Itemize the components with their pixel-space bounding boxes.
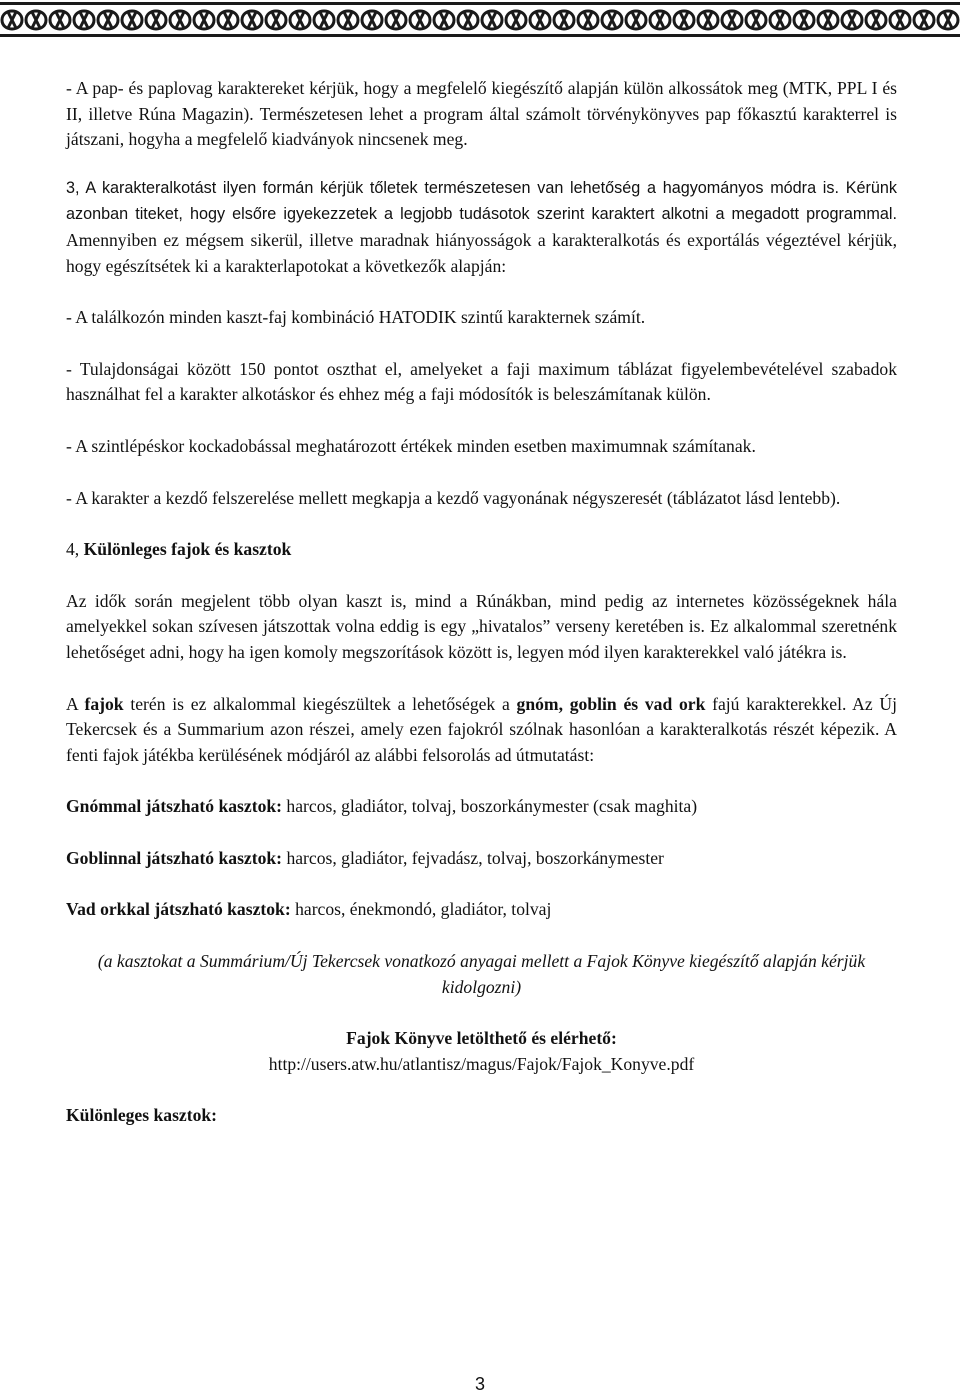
section-3-sans-text: 3, A karakteralkotást ilyen formán kérjük tőletek természetesen van lehetőség a hagyományos módra is. Kérünk azonban titeket, hogy elsőre igyekezzetek a legjobb tudásotok szerint karaktert alkotni a megadott programmal. (66, 178, 897, 224)
paragraph-races (66, 692, 897, 769)
bullet-level: - A találkozón minden kaszt-faj kombináció HATODIK szintű karakternek számít. (66, 307, 646, 328)
gnome-classes-list: harcos, gladiátor, tolvaj, boszorkánymester (csak maghita) (282, 796, 698, 817)
section-3-serif-text: Amennyiben ez mégsem sikerül, illetve maradnak hiányosságok a karakteralkotás és exportálás végeztével kérjük, hogy egészítsétek ki a karakterlapotokat a következők alapján: (66, 229, 897, 276)
document-body (66, 76, 897, 1129)
races-text-a: A (66, 693, 85, 714)
races-text-g: fajú karakterekkel. Az Új Tekercsek és a Summarium azon részei, amely ezen fajokról szólnak hasonlóan a karakteralkotás részét képezik. A fenti fajok játékba kerülésének módjáról az alábbi felsorolás ad útmutatást: (66, 693, 897, 765)
special-classes-heading: Különleges kasztok: (66, 1105, 218, 1126)
orc-classes-label: Vad orkkal játszható kasztok: (66, 899, 291, 920)
bullet-attributes: - Tulajdonságai között 150 pontot oszthat el, amelyeket a faji maximum táblázat figyelembevételével szabadok használhat fel a karakter alkotáskor és ehhez még a faji módosítók is beleszámítanak külön. (66, 358, 897, 405)
paragraph-priest-characters: - A pap- és paplovag karaktereket kérjük, hogy a megfelelő kiegészítő alapján külön alkossátok meg (MTK, PPL I és II, illetve Rúna Magazin). Természetesen lehet a program által számolt törvénykönyves pap főkasztú karakterrel is játszani, hogyha a megfelelő kiadványok nincsenek meg. (66, 78, 897, 150)
decorative-header-banner (0, 0, 960, 40)
download-url: http://users.atw.hu/atlantisz/magus/Fajok/Fajok_Konyve.pdf (268, 1053, 695, 1074)
download-title: Fajok Könyve letölthető és elérhető: (346, 1028, 617, 1049)
gnome-classes (66, 794, 897, 820)
goblin-classes-label: Goblinnal játszható kasztok: (66, 847, 283, 868)
goblin-classes (66, 846, 897, 872)
orc-classes (66, 897, 897, 923)
paragraph-special-classes-intro: Az idők során megjelent több olyan kaszt is, mind a Rúnákban, mind pedig az internetes közösségeknek hála amelyekkel sokan szívesen játszottak volna eddig is egy „hivatalos” verseny keretében is. Ez alkalommal szeretnénk lehetőséget adni, hogy ha igen komoly megszorítások között is, legyen mód ilyen karakterekkel való játékra is. (66, 590, 897, 662)
orc-classes-list: harcos, énekmondó, gladiátor, tolvaj (290, 899, 552, 920)
races-text-c: terén is ez alkalommal kiegészültek a lehetőségek a (123, 693, 517, 714)
gnome-classes-label: Gnómmal játszható kasztok: (66, 796, 283, 817)
ornament-border (0, 0, 960, 40)
races-bold-wild-orc: és vad ork (623, 693, 706, 714)
races-bold-fajok: fajok (84, 693, 124, 714)
bullet-level-up: - A szintlépéskor kockadobással meghatározott értékek minden esetben maximumnak számítanak. (66, 435, 756, 456)
section-4-heading (66, 537, 897, 563)
section-4-title: Különleges fajok és kasztok (83, 539, 292, 560)
bullet-equipment: - A karakter a kezdő felszerelése mellett megkapja a kezdő vagyonának négyszeresét (táblázatot lásd lentebb). (66, 487, 841, 508)
goblin-classes-list: harcos, gladiátor, fejvadász, tolvaj, boszorkánymester (282, 847, 664, 868)
section-4-number: 4, (66, 539, 84, 560)
races-bold-gnome-goblin: gnóm, goblin (516, 693, 617, 714)
page-number: 3 (474, 1374, 485, 1394)
paragraph-section-3 (66, 175, 897, 279)
note-italic: (a kasztokat a Summárium/Új Tekercsek vonatkozó anyagai mellett a Fajok Könyve kiegészítő alapján kérjük kidolgozni) (97, 951, 866, 997)
